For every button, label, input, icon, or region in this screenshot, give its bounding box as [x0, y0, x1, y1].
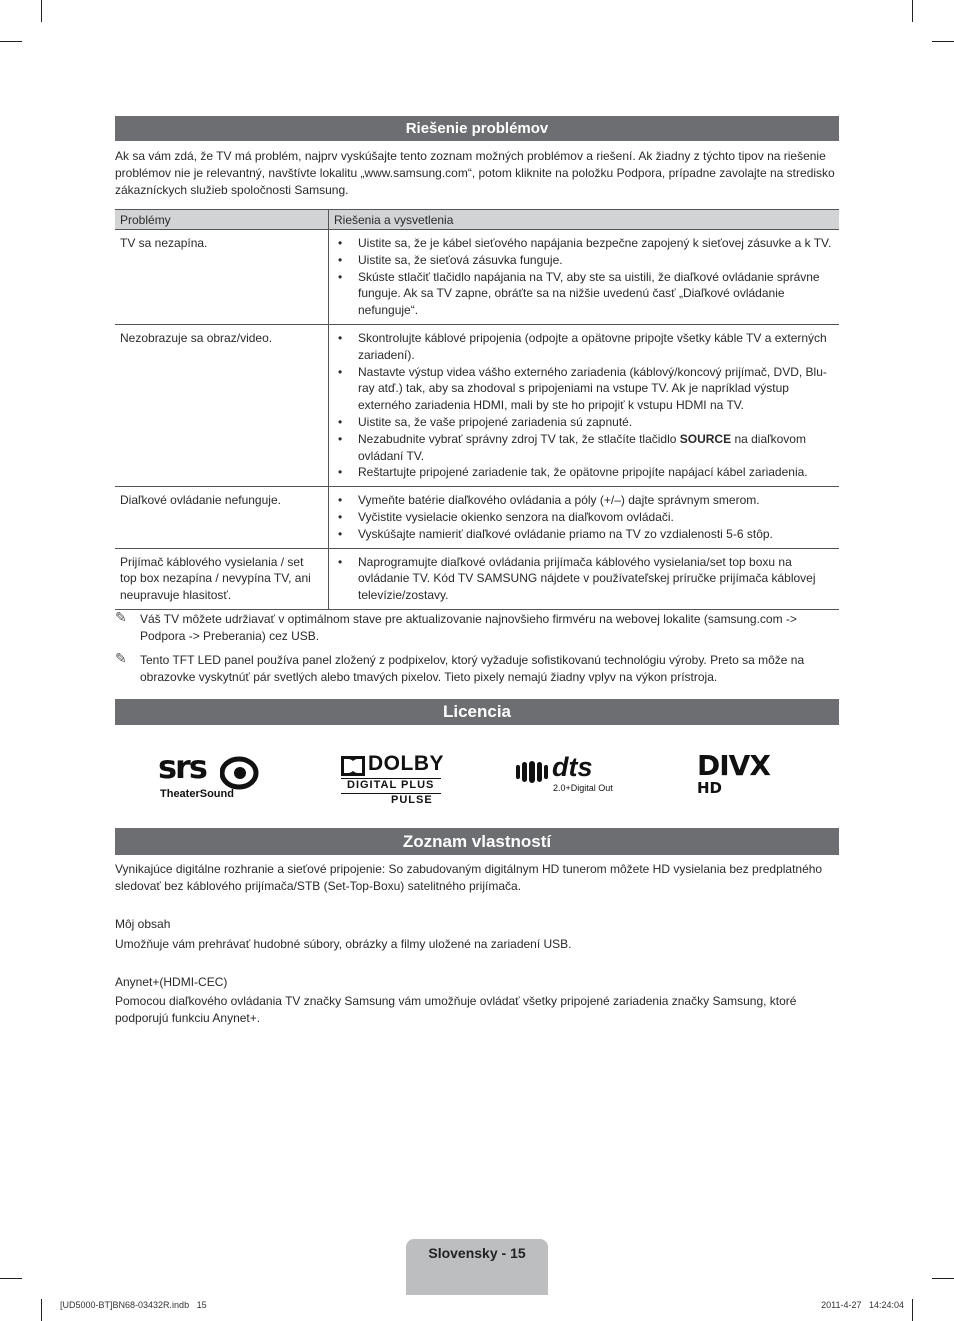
- feature-text-anynet: Pomocou diaľkového ovládania TV značky Samsung vám umožňuje ovládať všetky pripojené zariadenia značky Samsung, ktoré podporujú funkciu Anynet+.: [115, 994, 797, 1025]
- crop-mark: [932, 1278, 954, 1279]
- dts-logo-subtext: 2.0+Digital Out: [553, 783, 613, 793]
- solution-item: • Vyskúšajte namieriť diaľkové ovládanie priamo na TV zo vzdialenosti 5-6 stôp.: [334, 526, 834, 543]
- divx-hd-logo: [697, 749, 797, 797]
- column-header-problems: Problémy: [115, 210, 329, 230]
- crop-mark: [41, 0, 42, 22]
- feature-heading-anynet: Anynet+(HDMI-CEC): [115, 975, 228, 989]
- features-intro: Vynikajúce digitálne rozhranie a sieťové pripojenie: So zabudovaným digitálnym HD tunerom môžete HD vysielania bez predplatného sledovať bez káblového prijímača/STB (Set-Top-Boxu) satelitného prijímača.: [115, 862, 823, 893]
- page-number-tab: [406, 1239, 548, 1295]
- note-text: Váš TV môžete udržiavať v optimálnom stave pre aktualizovanie najnovšieho firmvéru na webovej lokalite (samsung.com -> Podpora -> Preberania) cez USB.: [140, 612, 797, 643]
- problem-cell: Prijímač káblového vysielania / set top box nezapína / nevypína TV, ani neupravuje hlasitosť.: [115, 548, 329, 609]
- srs-circle-icon: [220, 755, 260, 791]
- dts-logo-text: dts: [552, 752, 593, 782]
- solution-item: • Uistite sa, že vaše pripojené zariadenia sú zapnuté.: [334, 414, 834, 431]
- solution-item: • Uistite sa, že je kábel sieťového napájania bezpečne zapojený k sieťovej zásuvke a k TV.: [334, 235, 834, 252]
- note-tft-panel: [115, 652, 839, 686]
- page-number: Slovensky - 15: [428, 1245, 526, 1261]
- note-firmware: [115, 611, 839, 645]
- solution-item: • Nastavte výstup videa vášho externého zariadenia (káblový/koncový prijímač, DVD, Blu-ray atď.) tak, aby sa zhodoval s pripojeniami na vstupe TV. Ak je napríklad výstup externého zariadenia HDMI, mali by ste ho pripojiť k vstupu HDMI na TV.: [334, 364, 834, 414]
- crop-mark: [932, 41, 954, 42]
- note-text: Tento TFT LED panel používa panel zložený z podpixelov, ktorý vyžaduje sofistikovanú technológiu výroby. Preto sa môže na obrazovke vyskytnúť pár svetlých alebo tmavých pixelov. Tieto pixely nemajú žiadny vplyv na výkon prístroja.: [140, 653, 805, 684]
- dolby-double-d-icon: [341, 756, 365, 776]
- table-header-row: [115, 210, 839, 230]
- dolby-digital-plus-text: DIGITAL PLUS: [347, 779, 435, 791]
- solution-cell: [329, 487, 840, 548]
- table-row: [115, 487, 839, 548]
- solution-item: • Reštartujte pripojené zariadenie tak, že opätovne pripojíte napájací kábel zariadenia.: [334, 464, 834, 481]
- file-name: [UD5000-BT]BN68-03432R.indb 15: [60, 1300, 207, 1310]
- troubleshooting-intro: Ak sa vám zdá, že TV má problém, najprv vyskúšajte tento zoznam možných problémov a riešení. Ak žiadny z týchto tipov na riešenie problémov nie je relevantný, navštívte lokalitu „www.samsung.com“, potom kliknite na položku Podpora, prípadne zavolajte na stredisko zákazníckych služieb spoločnosti Samsung.: [115, 149, 835, 197]
- table-row: [115, 324, 839, 486]
- problem-cell: Nezobrazuje sa obraz/video.: [115, 324, 329, 486]
- features-header: Zoznam vlastností: [115, 828, 839, 855]
- license-header: Licencia: [115, 699, 839, 725]
- crop-mark: [41, 1299, 42, 1321]
- feature-text-my-content: Umožňuje vám prehrávať hudobné súbory, obrázky a filmy uložené na zariadení USB.: [115, 937, 572, 951]
- print-timestamp: 2011-4-27 14:24:04: [821, 1300, 904, 1310]
- pencil-note-icon: ✎: [115, 650, 127, 666]
- table-row: [115, 230, 839, 325]
- srs-logo-text: srs: [158, 748, 206, 786]
- solution-item: • Skúste stlačiť tlačidlo napájania na TV, aby ste sa uistili, že diaľkové ovládanie správne funguje. Ak sa TV zapne, obráťte sa na nižšie uvedenú časť „Diaľkové ovládanie nefunguje“.: [334, 269, 834, 319]
- srs-logo-subtext: TheaterSound: [160, 788, 234, 800]
- divx-logo-text: DIVX: [697, 749, 770, 782]
- solution-item: • Vyčistite vysielacie okienko senzora na diaľkovom ovládači.: [334, 509, 834, 526]
- dolby-digital-plus-pulse-logo: [341, 754, 443, 808]
- solution-cell: [329, 324, 840, 486]
- problem-cell: Diaľkové ovládanie nefunguje.: [115, 487, 329, 548]
- column-header-solutions: Riešenia a vysvetlenia: [329, 210, 840, 230]
- crop-mark: [912, 1299, 913, 1321]
- feature-heading-my-content: Môj obsah: [115, 917, 171, 931]
- crop-mark: [0, 41, 22, 42]
- troubleshooting-header: Riešenie problémov: [115, 116, 839, 141]
- dts-digital-out-logo: [516, 752, 626, 798]
- solution-item: • Vymeňte batérie diaľkového ovládania a póly (+/–) dajte správnym smerom.: [334, 492, 834, 509]
- solution-item: • Nezabudnite vybrať správny zdroj TV tak, že stlačíte tlačidlo SOURCE na diaľkovom ovládaní TV.: [334, 431, 834, 465]
- dts-wave-icon: [516, 761, 548, 783]
- problem-cell: TV sa nezapína.: [115, 230, 329, 325]
- solution-cell: [329, 548, 840, 609]
- dolby-pulse-text: PULSE: [391, 794, 433, 806]
- table-row: [115, 548, 839, 609]
- pencil-note-icon: ✎: [115, 609, 127, 625]
- dolby-logo-text: DOLBY: [368, 752, 444, 775]
- solution-item: • Skontrolujte káblové pripojenia (odpojte a opätovne pripojte všetky káble TV a externých zariadení).: [334, 330, 834, 364]
- srs-theatersound-logo: [158, 748, 262, 802]
- solution-item: • Naprogramujte diaľkové ovládania prijímača káblového vysielania/set top boxu na ovládanie TV. Kód TV SAMSUNG nájdete v používateľskej príručke prijímača káblovej televízie/zostavy.: [334, 554, 834, 604]
- crop-mark: [912, 0, 913, 22]
- divx-hd-text: HD: [697, 779, 723, 797]
- solution-cell: [329, 230, 840, 325]
- troubleshooting-table: [115, 209, 839, 610]
- crop-mark: [0, 1278, 22, 1279]
- solution-item: • Uistite sa, že sieťová zásuvka funguje.: [334, 252, 834, 269]
